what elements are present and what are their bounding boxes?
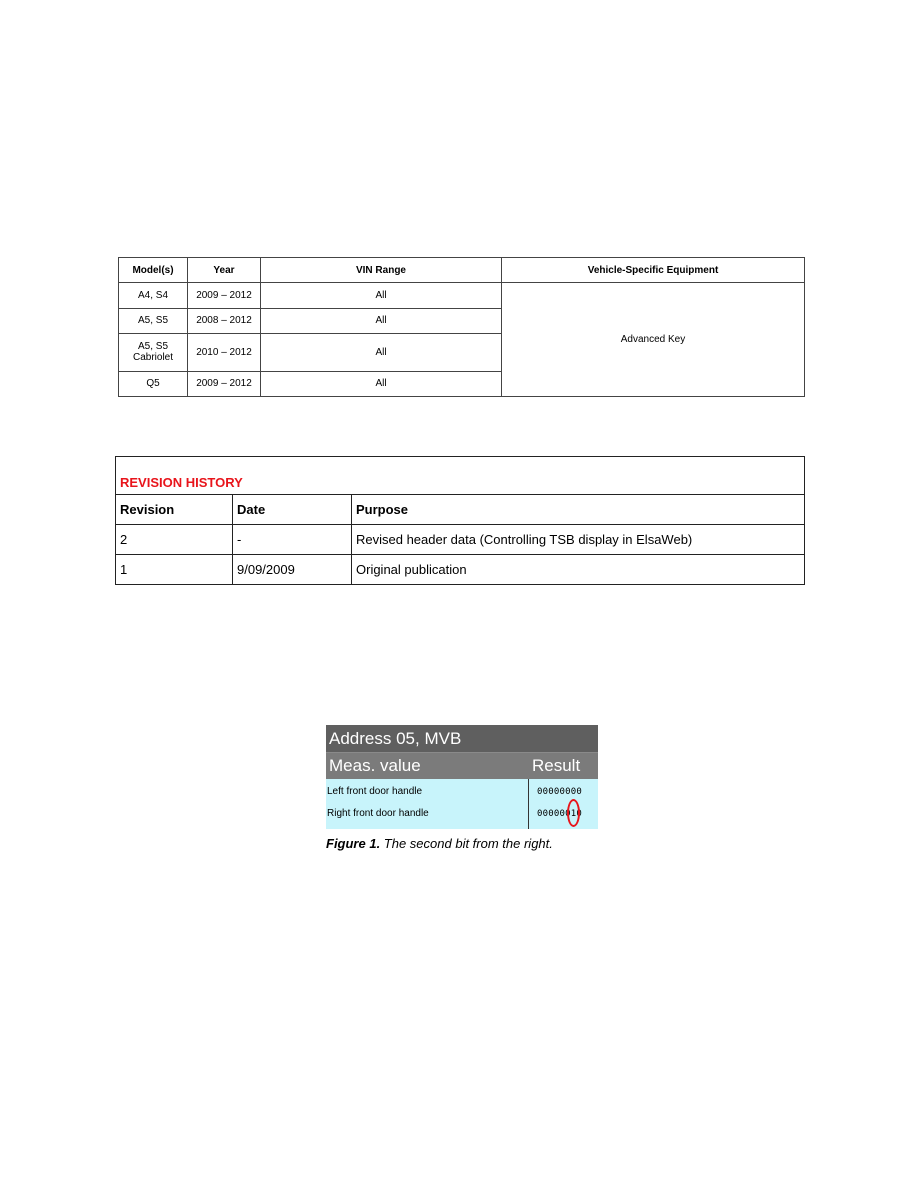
column-header-models: Model(s) bbox=[119, 258, 188, 283]
figure-screenshot bbox=[326, 725, 598, 829]
column-header-equipment: Vehicle-Specific Equipment bbox=[502, 258, 805, 283]
column-header-vin-range: VIN Range bbox=[261, 258, 502, 283]
model-line: A5, S5 bbox=[137, 341, 169, 353]
model-line: Cabriolet bbox=[132, 352, 174, 364]
revision-history-title: REVISION HISTORY bbox=[116, 457, 805, 495]
vin-cell: All bbox=[261, 308, 502, 333]
result-label: Result bbox=[532, 756, 581, 775]
meas-label: Right front door handle bbox=[327, 808, 429, 819]
list-item bbox=[327, 803, 599, 825]
figure-address-header: Address 05, MVB bbox=[326, 725, 598, 753]
figure-caption bbox=[326, 836, 553, 851]
figure-body bbox=[326, 779, 598, 829]
table-row bbox=[119, 283, 805, 308]
meas-label: Left front door handle bbox=[327, 786, 423, 797]
table-header-row bbox=[119, 258, 805, 283]
purpose-cell: Original publication bbox=[352, 555, 805, 585]
vin-cell: All bbox=[261, 283, 502, 308]
column-header-date: Date bbox=[233, 495, 352, 525]
year-cell: 2008 – 2012 bbox=[188, 308, 261, 333]
table-row bbox=[116, 555, 805, 585]
revision-cell: 2 bbox=[116, 525, 233, 555]
model-cell bbox=[119, 334, 188, 372]
vehicle-applicability-table bbox=[118, 257, 805, 397]
revision-cell: 1 bbox=[116, 555, 233, 585]
revision-header-row bbox=[116, 495, 805, 525]
column-header-year: Year bbox=[188, 258, 261, 283]
vin-cell: All bbox=[261, 334, 502, 372]
equipment-cell: Advanced Key bbox=[502, 283, 805, 397]
caption-label: Figure 1. bbox=[326, 836, 381, 851]
column-header-revision: Revision bbox=[116, 495, 233, 525]
caption-text: The second bit from the right. bbox=[380, 836, 553, 851]
list-item bbox=[327, 781, 599, 803]
meas-result: 00000010 bbox=[537, 809, 582, 819]
table-row bbox=[116, 525, 805, 555]
year-cell: 2009 – 2012 bbox=[188, 371, 261, 396]
meas-value-label: Meas. value bbox=[329, 756, 421, 775]
date-cell: 9/09/2009 bbox=[233, 555, 352, 585]
model-cell: A4, S4 bbox=[119, 283, 188, 308]
highlight-circle-icon bbox=[567, 799, 580, 827]
date-cell: - bbox=[233, 525, 352, 555]
model-cell: A5, S5 bbox=[119, 308, 188, 333]
revision-title-row bbox=[116, 457, 805, 495]
purpose-cell: Revised header data (Controlling TSB display in ElsaWeb) bbox=[352, 525, 805, 555]
revision-history-table bbox=[115, 456, 805, 585]
figure-column-header bbox=[326, 753, 598, 779]
vin-cell: All bbox=[261, 371, 502, 396]
model-cell: Q5 bbox=[119, 371, 188, 396]
meas-result: 00000000 bbox=[537, 787, 582, 797]
year-cell: 2009 – 2012 bbox=[188, 283, 261, 308]
year-cell: 2010 – 2012 bbox=[188, 334, 261, 372]
column-header-purpose: Purpose bbox=[352, 495, 805, 525]
